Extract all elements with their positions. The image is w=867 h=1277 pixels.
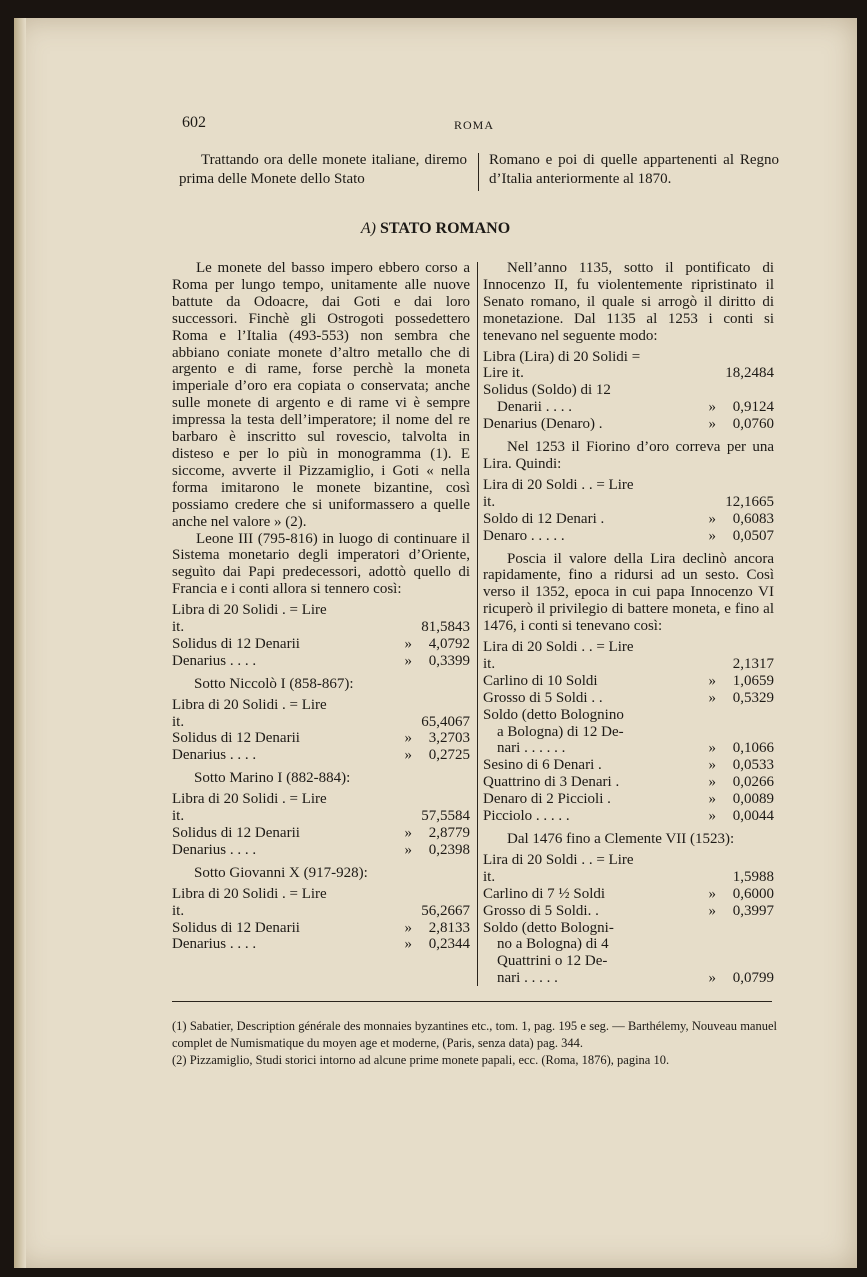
table-row [483, 349, 774, 383]
table-row [172, 825, 470, 842]
ditto-mark: » [708, 416, 716, 433]
coin-label: Solidus di 12 Denarii [172, 825, 300, 841]
table-row [483, 886, 774, 903]
footnote-rule [172, 1001, 772, 1002]
ditto-mark [644, 953, 716, 970]
coin-label: Libra (Lira) di 20 Solidi = Lire it. [483, 348, 641, 382]
right-para-3: Poscia il valore della Lira declinò ancora rapidamente, fino a ridursi ad un sesto. Così verso il 1352, epoca in cui papa Innocenzo VI ricuperò il privilegio di battere moneta, e fino al 1476, i conti si tenevano così: [483, 550, 774, 635]
coin-value: 57,5584 [421, 808, 470, 825]
right-para-4: Dal 1476 fino a Clemente VII (1523): [507, 831, 735, 847]
table-row [483, 511, 774, 528]
ditto-mark [644, 349, 716, 383]
ditto-mark [644, 936, 716, 953]
ditto-mark: » [708, 399, 716, 416]
table-row [172, 886, 470, 920]
ditto-mark [340, 886, 412, 920]
coin-label: no a Bologna) di 4 [497, 936, 609, 953]
table-row [483, 639, 774, 673]
coin-value: 0,0266 [732, 774, 774, 791]
right-para-2: Nel 1253 il Fiorino d’oro correva per una Lira. Quindi: [483, 439, 774, 472]
coin-label: Grosso di 5 Soldi . . [483, 689, 603, 706]
ditto-mark: » [404, 747, 412, 764]
running-title: ROMA [454, 118, 495, 132]
coin-label: Denaro . . . . . [483, 527, 565, 544]
coin-label: Solidus (Soldo) di 12 [483, 382, 611, 399]
coin-label: Libra di 20 Solidi . = Lire it. [172, 696, 327, 730]
table-row [483, 673, 774, 690]
coin-value: 0,5329 [732, 689, 774, 706]
coin-label: Denarius . . . . [172, 936, 257, 953]
coin-value: 0,0799 [732, 970, 774, 987]
coin-value: 0,1066 [732, 740, 774, 757]
ditto-mark: » [708, 774, 716, 791]
table-row [483, 774, 774, 791]
table-row [483, 757, 774, 774]
table-row [483, 936, 774, 953]
section-title-text: STATO ROMANO [379, 220, 511, 237]
left-table-4 [172, 886, 470, 954]
right-table-2 [483, 477, 774, 545]
intro-divider [478, 153, 479, 191]
coin-value: 56,2667 [421, 902, 470, 919]
coin-value: 2,8779 [428, 825, 470, 841]
coin-label: nari . . . . . . [497, 740, 566, 757]
coin-value: 0,3997 [732, 902, 774, 919]
ditto-mark [340, 602, 412, 636]
table-row [172, 747, 470, 764]
coin-value: 4,0792 [428, 635, 470, 652]
ditto-mark: » [708, 689, 716, 706]
coin-value: 0,0507 [732, 527, 774, 544]
table-row [172, 936, 470, 953]
coin-value: 0,2725 [428, 747, 470, 764]
ditto-mark: » [404, 919, 412, 936]
coin-value: 3,2703 [428, 730, 470, 747]
coin-label: Denarii . . . . [497, 399, 572, 416]
coin-value [716, 724, 774, 741]
coin-value: 0,3399 [428, 652, 470, 669]
table-row [483, 903, 774, 920]
coin-value: 0,2344 [428, 936, 470, 953]
ditto-mark: » [708, 791, 716, 808]
coin-label: Denarius (Denaro) . [483, 416, 603, 433]
coin-value: 0,6000 [732, 885, 774, 902]
coin-value [716, 936, 774, 953]
right-para-1: Nell’anno 1135, sotto il pontificato di Innocenzo II, fu violentemente ripristinato il Senato romano, il quale si arrogò il diritto di monetazione. Dal 1135 al 1253 i conti si tenevano nel seguente modo: [483, 260, 774, 344]
table-row [483, 707, 774, 724]
ditto-mark: » [708, 672, 716, 689]
section-title [14, 220, 857, 238]
coin-value: 0,0044 [732, 808, 774, 825]
table-row [483, 416, 774, 433]
book-page [14, 18, 857, 1268]
table-row [172, 636, 470, 653]
coin-label: Grosso di 5 Soldi. . [483, 902, 599, 919]
coin-label: Solidus di 12 Denarii [172, 919, 300, 936]
coin-label: Soldo (detto Bolognino [483, 706, 624, 723]
ditto-mark: » [708, 757, 716, 774]
ditto-mark: » [708, 970, 716, 987]
table-row [483, 690, 774, 707]
table-row [172, 730, 470, 747]
right-table-4 [483, 852, 774, 987]
coin-value: 1,5988 [732, 868, 774, 885]
ditto-mark [644, 639, 716, 673]
table-row [172, 842, 470, 859]
ditto-mark [644, 852, 716, 886]
table-row [483, 920, 774, 937]
ditto-mark [644, 707, 716, 724]
section-letter: A) [360, 220, 376, 237]
coin-value: 0,9124 [732, 399, 774, 416]
table-row [483, 382, 774, 399]
coin-value: 2,1317 [732, 655, 774, 672]
table-row [483, 970, 774, 987]
ditto-mark [340, 791, 412, 825]
coin-label: Lira di 20 Soldi . . = Lire it. [483, 639, 634, 672]
page-edge [14, 18, 26, 1268]
coin-label: Denarius . . . . [172, 841, 257, 858]
coin-value: 0,0533 [732, 757, 774, 774]
intro-right: Romano e poi di quelle appartenenti al Regno d’Italia anteriormente al 1870. [489, 152, 779, 187]
left-sub-3: Sotto Marino I (882-884): [194, 770, 351, 787]
table-row [483, 953, 774, 970]
coin-label: Denarius . . . . [172, 747, 257, 764]
table-row [483, 852, 774, 886]
left-para-2: Leone III (795-816) in luogo di continuare il Sistema monetario degli imperatori d’Oriente, seguìto dai Papi predecessori, adottò quello di Francia e i conti allora si tennero così: [172, 530, 470, 598]
coin-value: 81,5843 [421, 619, 470, 636]
page-number: 602 [182, 114, 206, 131]
left-table-2 [172, 697, 470, 765]
coin-label: Lira di 20 Soldi . . = Lire it. [483, 476, 634, 510]
coin-value [716, 953, 774, 970]
table-row [172, 653, 470, 670]
left-sub-4: Sotto Giovanni X (917-928): [194, 864, 368, 881]
ditto-mark [644, 920, 716, 937]
coin-label: Quattrino di 3 Denari . [483, 774, 620, 791]
table-row [483, 399, 774, 416]
coin-value: 2,8133 [428, 919, 470, 936]
intro-left: Trattando ora delle monete italiane, diremo prima delle Monete dello Stato [179, 152, 467, 187]
coin-value: 65,4067 [421, 713, 470, 730]
table-row [483, 791, 774, 808]
coin-value: 0,0760 [732, 416, 774, 433]
right-table-3 [483, 639, 774, 825]
coin-value: 12,1665 [725, 493, 774, 510]
footnotes [172, 1018, 777, 1069]
coin-label: Libra di 20 Solidi . = Lire it. [172, 885, 327, 919]
ditto-mark: » [708, 740, 716, 757]
ditto-mark: » [708, 527, 716, 544]
coin-value: 0,0089 [732, 791, 774, 808]
coin-label: Libra di 20 Solidi . = Lire it. [172, 602, 327, 636]
left-table-1 [172, 602, 470, 670]
coin-value [716, 382, 774, 399]
right-table-1 [483, 349, 774, 434]
coin-label: a Bologna) di 12 De- [497, 723, 624, 740]
ditto-mark: » [708, 808, 716, 825]
ditto-mark [644, 477, 716, 511]
coin-label: Quattrini o 12 De- [497, 953, 608, 970]
column-divider [477, 262, 478, 986]
left-para-1: Le monete del basso impero ebbero corso a Roma per lungo tempo, unitamente alle nuove battute da Odoacre, dai Goti e dai loro successori. Finchè gli Ostrogoti possedettero Roma e l’Italia (493-553) non sembra che abbiano coniate monete d’altro metallo che di argento e di rame, forse perchè la moneta imperiale d’oro era copiata o conservata; anche sulle monete di argento e di rame vi è sempre impressa la testa dell’imperatore; il nome del re barbaro è inscritto sul rovescio, talvolta in disteso e per lo più in monogramma (1). E siccome, avverte il Pizzamiglio, i Goti « nella forma imitarono le monete bizantine, così possiamo credere che si uniformassero a quelle anche nel valore » (2). [172, 260, 470, 530]
ditto-mark: » [708, 902, 716, 919]
table-row [172, 697, 470, 731]
ditto-mark: » [708, 885, 716, 902]
left-sub-2: Sotto Niccolò I (858-867): [194, 675, 354, 692]
footnote-2: (2) Pizzamiglio, Studi storici intorno ad alcune prime monete papali, ecc. (Roma, 1876), pagina 10. [172, 1053, 670, 1067]
coin-value: 18,2484 [725, 365, 774, 382]
coin-label: Solidus di 12 Denarii [172, 635, 300, 652]
ditto-mark: » [404, 635, 412, 652]
coin-label: Denaro di 2 Piccioli . [483, 791, 611, 808]
footnote-1: (1) Sabatier, Description générale des monnaies byzantines etc., tom. 1, pag. 195 e seg. — Barthélemy, Nouveau manuel complet de Numismatique du moyen age et moderne, (Paris, senza data) pag. 344. [172, 1019, 777, 1050]
coin-label: Lira di 20 Soldi . . = Lire it. [483, 851, 634, 885]
coin-value: 1,0659 [732, 672, 774, 689]
left-table-3 [172, 791, 470, 859]
coin-label: nari . . . . . [497, 970, 558, 987]
coin-label: Carlino di 10 Soldi [483, 672, 598, 689]
coin-label: Libra di 20 Solidi . = Lire it. [172, 791, 327, 825]
coin-label: Solidus di 12 Denarii [172, 730, 300, 747]
table-row [483, 528, 774, 545]
ditto-mark [644, 382, 716, 399]
ditto-mark: » [404, 652, 412, 669]
table-row [172, 791, 470, 825]
right-column [483, 260, 774, 993]
coin-value: 0,2398 [428, 841, 470, 858]
ditto-mark: » [708, 510, 716, 527]
table-row [483, 477, 774, 511]
table-row [172, 602, 470, 636]
coin-label: Picciolo . . . . . [483, 808, 570, 825]
ditto-mark: » [404, 730, 412, 747]
coin-label: Denarius . . . . [172, 652, 257, 669]
coin-value: 0,6083 [732, 510, 774, 527]
table-row [483, 808, 774, 825]
coin-value [716, 707, 774, 724]
ditto-mark [340, 697, 412, 731]
coin-label: Soldo di 12 Denari . [483, 510, 605, 527]
ditto-mark: » [404, 825, 412, 841]
left-column [172, 260, 470, 959]
ditto-mark: » [404, 841, 412, 858]
ditto-mark [644, 724, 716, 741]
coin-label: Sesino di 6 Denari . [483, 757, 602, 774]
coin-value [716, 920, 774, 937]
coin-label: Soldo (detto Bologni- [483, 919, 614, 936]
table-row [483, 740, 774, 757]
ditto-mark: » [404, 936, 412, 953]
table-row [483, 724, 774, 741]
table-row [172, 920, 470, 937]
coin-label: Carlino di 7 ½ Soldi [483, 885, 606, 902]
